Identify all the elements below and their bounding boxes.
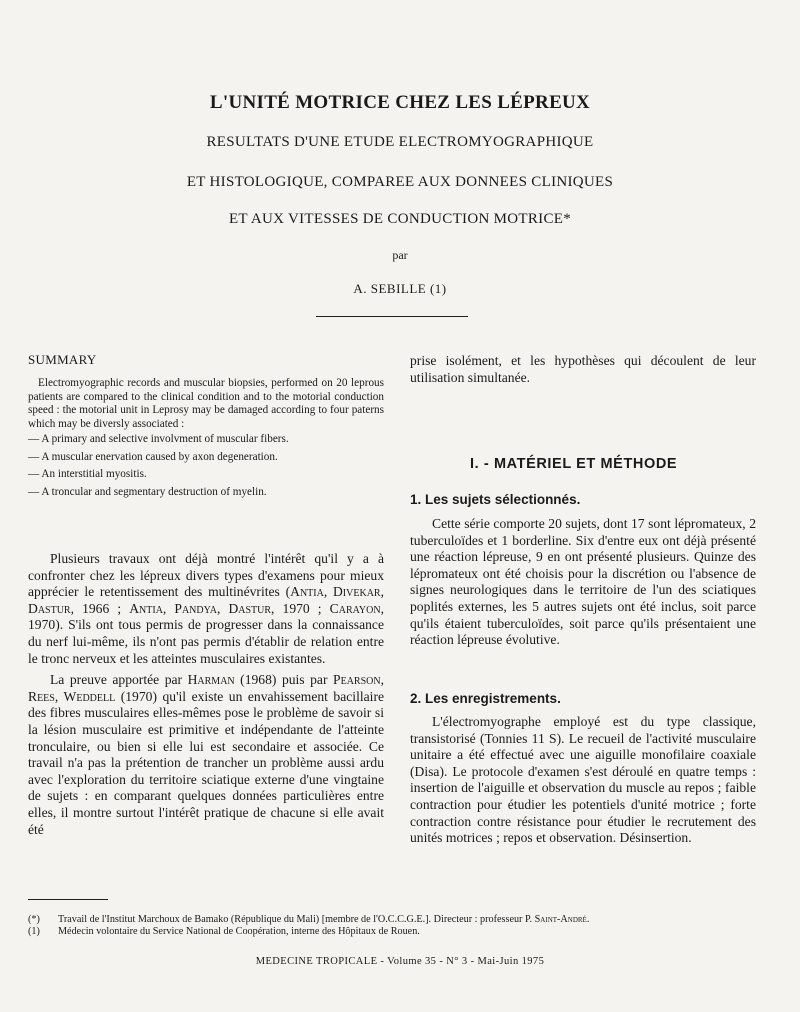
intro-paragraph-2: La preuve apportée par Harman (1968) puis par Pearson, Rees, Weddell (1970) qu'il existe un envahissement bacillaire des fibres musculaires elles-mêmes pose le problème de savoir si la lésion musculaire est primitive et indépendante de l'atteinte tronculaire, ou bien si elle lui est secondaire et associée. Ce travail n'a pas la prétention de trancher un problème aussi ardu avec l'exploration du territoire sciatique externe d'une vingtaine de sujets : en comparant quelques données particulières entre elles, il montre surtout l'intérêt pratique de chacune si elle avait été — [28, 672, 384, 837]
article-subtitle-line-2: ET HISTOLOGIQUE, COMPAREE AUX DONNEES CLINIQUES — [186, 174, 614, 190]
subjects-paragraph: Cette série comporte 20 sujets, dont 17 sont lépromateux, 2 tuberculoïdes et 1 borderline. Six d'entre eux ont déjà présenté une réaction lépreuse, 9 en ont présenté plusieurs. Quinze des lépromateux ont été choisis pour la discrétion ou l'absence de signes neurologiques dans le territoire de l'un des sciatiques poplités externes, les 5 autres sujets ont été inclus, soit parce qu'ils étaient tuberculoïdes, soit parce qu'ils présentaient une réaction lépreuse évolutive. — [410, 516, 756, 648]
right-column-continuation — [410, 353, 756, 391]
footnotes — [28, 914, 768, 938]
summary-item: — A primary and selective involvment of muscular fibers. — [28, 433, 289, 445]
citation: Carayon — [329, 600, 381, 616]
title-divider — [316, 316, 468, 317]
continued-paragraph: prise isolément, et les hypothèses qui découlent de leur utilisation simultanée. — [410, 353, 756, 385]
article-title: L'UNITÉ MOTRICE CHEZ LES LÉPREUX — [209, 92, 591, 113]
summary-item: — An interstitial myositis. — [28, 468, 147, 480]
recordings-section — [410, 714, 756, 852]
summary-heading: SUMMARY — [28, 352, 97, 367]
footnote-1: (*) Travail de l'Institut Marchoux de Bamako (République du Mali) [membre de l'O.C.C.G.E.]. Directeur : professeur P. Saint-André. — [28, 914, 590, 925]
citation: Antia, Pandya, Dastur — [129, 600, 272, 616]
introduction — [28, 551, 384, 843]
footnote-mark: (1) — [28, 926, 40, 937]
recordings-paragraph: L'électromyographe employé est du type classique, transistorisé (Tonnies 11 S). Le recueil de l'activité musculaire unitaire a été effectué avec une aiguille monofilaire coaxiale (Disa). Le protocole d'examen s'est déroulé en quatre temps : insertion de l'aiguille et observation du muscle au repos ; faible contraction pour étudier les potentiels d'unité motrice ; forte contraction contre résistance pour étudier le recrutement des unités motrices ; repos et observation. Désinsertion. — [410, 714, 756, 846]
footnote-mark: (*) — [28, 914, 40, 925]
footnote-2: (1) Médecin volontaire du Service National de Coopération, interne des Hôpitaux de Rouen. — [28, 926, 420, 937]
journal-reference: MEDECINE TROPICALE - Volume 35 - N° 3 - Mai-Juin 1975 — [255, 956, 545, 967]
summary-item: — A troncular and segmentary destruction of myelin. — [28, 485, 267, 498]
summary-block — [28, 377, 384, 503]
summary-item: — A muscular enervation caused by axon degeneration. — [28, 450, 278, 463]
subjects-section — [410, 516, 756, 654]
citation: Antia, Divekar, Dastur — [28, 584, 384, 616]
subsection-heading-recordings: 2. Les enregistrements. — [410, 691, 561, 706]
article-subtitle-line-1: RESULTATS D'UNE ETUDE ELECTROMYOGRAPHIQUE — [206, 134, 594, 150]
author: A. SEBILLE (1) — [353, 281, 447, 296]
subsection-heading-subjects: 1. Les sujets sélectionnés. — [410, 492, 581, 507]
section-heading: I. - MATÉRIEL ET MÉTHODE — [470, 456, 678, 472]
summary-text: Electromyographic records and muscular biopsies, performed on 20 leprous patients are compared to the clinical condition and to the motorial conduction speed : the motorial unit in Leprosy may be damaged according to four paterns which may be diversly associated : — [28, 377, 384, 430]
intro-paragraph-1: Plusieurs travaux ont déjà montré l'intérêt qu'il y a à confronter chez les lépreux divers types d'examens pour mieux apprécier le retentissement des multinévrites (Antia, Divekar, Dastur, 1966 ; Antia, Pandya, Dastur, 1970 ; Carayon, 1970). S'ils ont tous permis de progresser dans la connaissance du nerf lui-même, ils n'ont pas permis d'établir de relation entre le tronc nerveux et les atteintes musculaires existantes. — [28, 551, 384, 666]
footnote-divider — [28, 899, 108, 900]
citation: Harman — [187, 672, 235, 688]
summary-list — [28, 433, 384, 499]
article-subtitle-line-3: ET AUX VITESSES DE CONDUCTION MOTRICE* — [228, 211, 572, 227]
citation: Saint-André — [534, 914, 587, 925]
citation: Pearson, Rees, Weddell — [28, 672, 384, 704]
by-line: par — [392, 248, 408, 262]
